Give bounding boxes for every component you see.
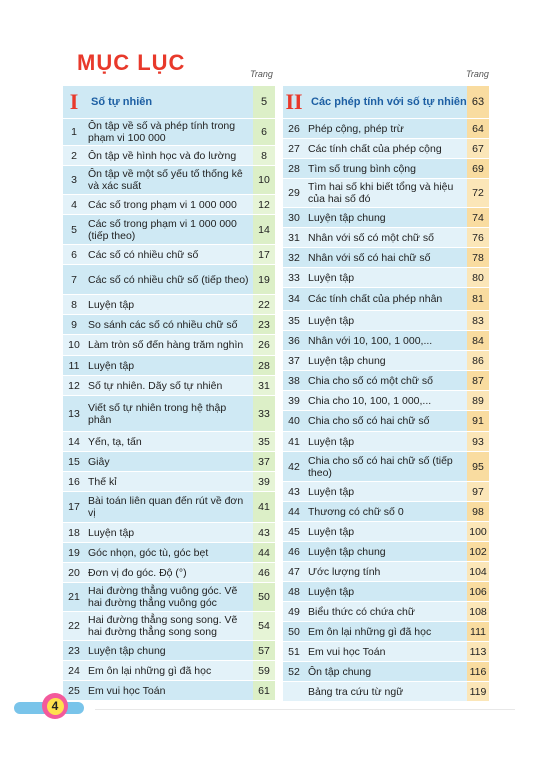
lesson-title: Thế kỉ [85, 472, 253, 491]
toc-row [63, 522, 275, 542]
lesson-page: 106 [467, 582, 489, 601]
lesson-title: Nhân với số có hai chữ số [305, 248, 467, 267]
toc-row [63, 294, 275, 314]
lesson-title: Em ôn lại những gì đã học [305, 622, 467, 641]
lesson-title: Em vui học Toán [85, 681, 253, 700]
lesson-page: 41 [253, 492, 275, 522]
lesson-page: 113 [467, 642, 489, 661]
lesson-number: 31 [283, 228, 305, 247]
toc-row [63, 375, 275, 395]
toc-row [63, 451, 275, 471]
lesson-page: 102 [467, 542, 489, 561]
lesson-page: 93 [467, 432, 489, 451]
lesson-page: 57 [253, 641, 275, 660]
toc-row [63, 611, 275, 640]
lesson-title: Tìm hai số khi biết tổng và hiệu của hai số đó [305, 179, 467, 207]
lesson-page: 80 [467, 268, 489, 287]
footer-divider [95, 709, 515, 710]
lesson-number: 5 [63, 215, 85, 244]
toc-row [283, 330, 489, 350]
lesson-number: 4 [63, 195, 85, 214]
chapter-number: I [69, 89, 79, 114]
lesson-page: 69 [467, 159, 489, 178]
toc-row [63, 542, 275, 562]
toc-row [283, 481, 489, 501]
lesson-number: 32 [283, 248, 305, 267]
lesson-number: 12 [63, 376, 85, 395]
lesson-page: 23 [253, 315, 275, 334]
lesson-number: 42 [283, 452, 305, 481]
lesson-number: 52 [283, 662, 305, 681]
lesson-title: Góc nhọn, góc tù, góc bẹt [85, 543, 253, 562]
lesson-number: 10 [63, 335, 85, 355]
lesson-title: Chia cho số có hai chữ số (tiếp theo) [305, 452, 467, 481]
lesson-title: Luyện tập [85, 356, 253, 375]
lesson-number: 38 [283, 371, 305, 390]
lesson-title: Chia cho số có hai chữ số [305, 411, 467, 431]
lesson-title: Các tính chất của phép cộng [305, 139, 467, 158]
page-number: 4 [47, 698, 64, 715]
lesson-page: 10 [253, 166, 275, 194]
lesson-number: 39 [283, 391, 305, 410]
lesson-page: 108 [467, 602, 489, 621]
lesson-number: 3 [63, 166, 85, 194]
lesson-title: Ôn tập về một số yếu tố thống kê và xác suất [85, 166, 253, 194]
lesson-number: 19 [63, 543, 85, 562]
toc-row [283, 581, 489, 601]
chapter-page: 63 [467, 86, 489, 118]
lesson-number: 23 [63, 641, 85, 660]
toc-row [63, 244, 275, 264]
lesson-page: 111 [467, 622, 489, 641]
lesson-number: 46 [283, 542, 305, 561]
lesson-page: 39 [253, 472, 275, 491]
toc-row [63, 395, 275, 431]
toc-row [283, 267, 489, 287]
lesson-title: Hai đường thẳng vuông góc. Vẽ hai đường thẳng vuông góc [85, 583, 253, 611]
toc-row [283, 370, 489, 390]
lesson-page: 14 [253, 215, 275, 244]
lesson-number: 37 [283, 351, 305, 370]
lesson-title: Nhân với số có một chữ số [305, 228, 467, 247]
lesson-number: 28 [283, 159, 305, 178]
chapter-header [283, 86, 489, 118]
lesson-title: Luyện tập [305, 582, 467, 601]
lesson-title: Luyện tập [85, 523, 253, 542]
lesson-number: 27 [283, 139, 305, 158]
lesson-number: 44 [283, 502, 305, 521]
lesson-page: 84 [467, 331, 489, 350]
toc-row [63, 562, 275, 582]
lesson-page: 54 [253, 612, 275, 640]
lesson-page: 89 [467, 391, 489, 410]
toc-row [283, 661, 489, 681]
lesson-title: Em ôn lại những gì đã học [85, 661, 253, 680]
lesson-number: 43 [283, 482, 305, 501]
lesson-number: 26 [283, 119, 305, 138]
toc-row [283, 227, 489, 247]
toc-row [283, 287, 489, 310]
lesson-page: 104 [467, 562, 489, 581]
page-column-label-left: Trang [250, 69, 273, 79]
lesson-title: Ước lượng tính [305, 562, 467, 581]
lesson-title: Biểu thức có chứa chữ [305, 602, 467, 621]
lesson-page: 87 [467, 371, 489, 390]
lesson-page: 50 [253, 583, 275, 611]
toc-column-right [283, 86, 489, 701]
lesson-number: 11 [63, 356, 85, 375]
lesson-title: Ôn tập về số và phép tính trong phạm vi 100 000 [85, 119, 253, 145]
lesson-title: Nhân với 10, 100, 1 000,... [305, 331, 467, 350]
lesson-page: 95 [467, 452, 489, 481]
toc-row [63, 491, 275, 522]
lesson-number: 22 [63, 612, 85, 640]
toc-row [283, 641, 489, 661]
lesson-number: 9 [63, 315, 85, 334]
lesson-page: 17 [253, 245, 275, 264]
lesson-number: 47 [283, 562, 305, 581]
lesson-page: 35 [253, 432, 275, 451]
lesson-title: Luyện tập chung [305, 208, 467, 227]
toc-row [283, 501, 489, 521]
lesson-number: 18 [63, 523, 85, 542]
lesson-number: 6 [63, 245, 85, 264]
toc-list [283, 118, 489, 701]
lesson-number: 45 [283, 522, 305, 541]
toc-row [63, 214, 275, 244]
toc-row [283, 158, 489, 178]
toc-row [283, 178, 489, 207]
lesson-number: 13 [63, 396, 85, 431]
toc-row [283, 118, 489, 138]
lesson-title: Hai đường thẳng song song. Vẽ hai đường thẳng song song [85, 612, 253, 640]
lesson-title: Yến, tạ, tấn [85, 432, 253, 451]
lesson-title: Viết số tự nhiên trong hệ thập phân [85, 396, 253, 431]
toc-row [63, 165, 275, 194]
toc-column-left [63, 86, 275, 700]
toc-row [283, 621, 489, 641]
toc-row [283, 561, 489, 581]
lesson-title: Luyện tập chung [305, 351, 467, 370]
lesson-title: Luyện tập chung [85, 641, 253, 660]
lesson-title: Bảng tra cứu từ ngữ [305, 682, 467, 701]
lesson-page: 64 [467, 119, 489, 138]
toc-row [283, 601, 489, 621]
toc-row [63, 471, 275, 491]
lesson-page: 12 [253, 195, 275, 214]
chapter-title: Số tự nhiên [91, 95, 153, 108]
lesson-number: 2 [63, 146, 85, 165]
lesson-title: Luyện tập [305, 268, 467, 287]
toc-row [283, 451, 489, 481]
lesson-page: 97 [467, 482, 489, 501]
lesson-title: Luyện tập [305, 522, 467, 541]
lesson-number: 35 [283, 311, 305, 330]
lesson-number: 17 [63, 492, 85, 522]
lesson-number: 29 [283, 179, 305, 207]
lesson-title: Các số trong phạm vi 1 000 000 (tiếp theo) [85, 215, 253, 244]
toc-row [63, 660, 275, 680]
lesson-number: 15 [63, 452, 85, 471]
lesson-page: 26 [253, 335, 275, 355]
lesson-page: 19 [253, 265, 275, 294]
toc-row [283, 541, 489, 561]
lesson-title: Tìm số trung bình cộng [305, 159, 467, 178]
flower-icon [42, 693, 68, 719]
toc-row [63, 640, 275, 660]
lesson-page: 91 [467, 411, 489, 431]
lesson-number: 8 [63, 295, 85, 314]
lesson-number: 1 [63, 119, 85, 145]
lesson-title: Chia cho 10, 100, 1 000,... [305, 391, 467, 410]
lesson-page: 33 [253, 396, 275, 431]
toc-row [63, 431, 275, 451]
lesson-page: 78 [467, 248, 489, 267]
toc-row [283, 681, 489, 701]
lesson-title: Các tính chất của phép nhân [305, 288, 467, 310]
toc-row [283, 390, 489, 410]
toc-row [283, 521, 489, 541]
lesson-title: Ôn tập chung [305, 662, 467, 681]
lesson-page: 8 [253, 146, 275, 165]
lesson-title: Em vui học Toán [305, 642, 467, 661]
lesson-number: 36 [283, 331, 305, 350]
toc-row [283, 431, 489, 451]
toc-row [63, 314, 275, 334]
lesson-number: 33 [283, 268, 305, 287]
lesson-page: 100 [467, 522, 489, 541]
lesson-title: Luyện tập chung [305, 542, 467, 561]
lesson-title: Đơn vị đo góc. Độ (°) [85, 563, 253, 582]
lesson-number: 51 [283, 642, 305, 661]
toc-row [63, 118, 275, 145]
lesson-number: 49 [283, 602, 305, 621]
lesson-page: 28 [253, 356, 275, 375]
toc-row [63, 264, 275, 294]
lesson-title: Làm tròn số đến hàng trăm nghìn [85, 335, 253, 355]
toc-row [283, 350, 489, 370]
lesson-title: Số tự nhiên. Dãy số tự nhiên [85, 376, 253, 395]
lesson-page: 86 [467, 351, 489, 370]
lesson-number: 14 [63, 432, 85, 451]
toc-row [63, 355, 275, 375]
toc-row [63, 582, 275, 611]
lesson-title: Bài toán liên quan đến rút về đơn vị [85, 492, 253, 522]
lesson-title: Luyện tập [305, 311, 467, 330]
lesson-number: 34 [283, 288, 305, 310]
lesson-number: 24 [63, 661, 85, 680]
toc-row [283, 207, 489, 227]
chapter-header [63, 86, 275, 118]
lesson-page: 81 [467, 288, 489, 310]
lesson-number: 21 [63, 583, 85, 611]
lesson-page: 61 [253, 681, 275, 700]
lesson-number: 30 [283, 208, 305, 227]
lesson-number: 16 [63, 472, 85, 491]
lesson-number: 50 [283, 622, 305, 641]
lesson-page: 67 [467, 139, 489, 158]
lesson-page: 119 [467, 682, 489, 701]
lesson-number: 41 [283, 432, 305, 451]
lesson-number: 48 [283, 582, 305, 601]
toc-row [283, 247, 489, 267]
lesson-page: 74 [467, 208, 489, 227]
toc-row [63, 334, 275, 355]
lesson-title: Các số có nhiều chữ số [85, 245, 253, 264]
lesson-page: 83 [467, 311, 489, 330]
lesson-title: Ôn tập về hình học và đo lường [85, 146, 253, 165]
toc-row [283, 410, 489, 431]
lesson-page: 43 [253, 523, 275, 542]
lesson-title: Các số có nhiều chữ số (tiếp theo) [85, 265, 253, 294]
lesson-page: 6 [253, 119, 275, 145]
toc-row [283, 310, 489, 330]
lesson-page: 44 [253, 543, 275, 562]
page-column-label-right: Trang [466, 69, 489, 79]
lesson-number: 7 [63, 265, 85, 294]
lesson-page: 98 [467, 502, 489, 521]
lesson-page: 72 [467, 179, 489, 207]
lesson-number: 20 [63, 563, 85, 582]
lesson-title: Luyện tập [305, 432, 467, 451]
toc-row [283, 138, 489, 158]
lesson-title: Luyện tập [305, 482, 467, 501]
lesson-title: Phép cộng, phép trừ [305, 119, 467, 138]
toc-list [63, 118, 275, 700]
lesson-page: 116 [467, 662, 489, 681]
page-title: MỤC LỤC [77, 50, 186, 75]
lesson-number [283, 682, 305, 701]
lesson-title: Chia cho số có một chữ số [305, 371, 467, 390]
lesson-title: Các số trong phạm vi 1 000 000 [85, 195, 253, 214]
chapter-title: Các phép tính với số tự nhiên [311, 95, 467, 108]
lesson-page: 46 [253, 563, 275, 582]
toc-row [63, 194, 275, 214]
chapter-page: 5 [253, 86, 275, 118]
lesson-number: 40 [283, 411, 305, 431]
lesson-title: Thương có chữ số 0 [305, 502, 467, 521]
toc-row [63, 680, 275, 700]
lesson-title: So sánh các số có nhiều chữ số [85, 315, 253, 334]
lesson-page: 37 [253, 452, 275, 471]
lesson-page: 22 [253, 295, 275, 314]
chapter-number: II [285, 89, 303, 114]
toc-row [63, 145, 275, 165]
lesson-page: 59 [253, 661, 275, 680]
lesson-title: Luyện tập [85, 295, 253, 314]
lesson-number: 25 [63, 681, 85, 700]
lesson-title: Giây [85, 452, 253, 471]
lesson-page: 31 [253, 376, 275, 395]
lesson-page: 76 [467, 228, 489, 247]
